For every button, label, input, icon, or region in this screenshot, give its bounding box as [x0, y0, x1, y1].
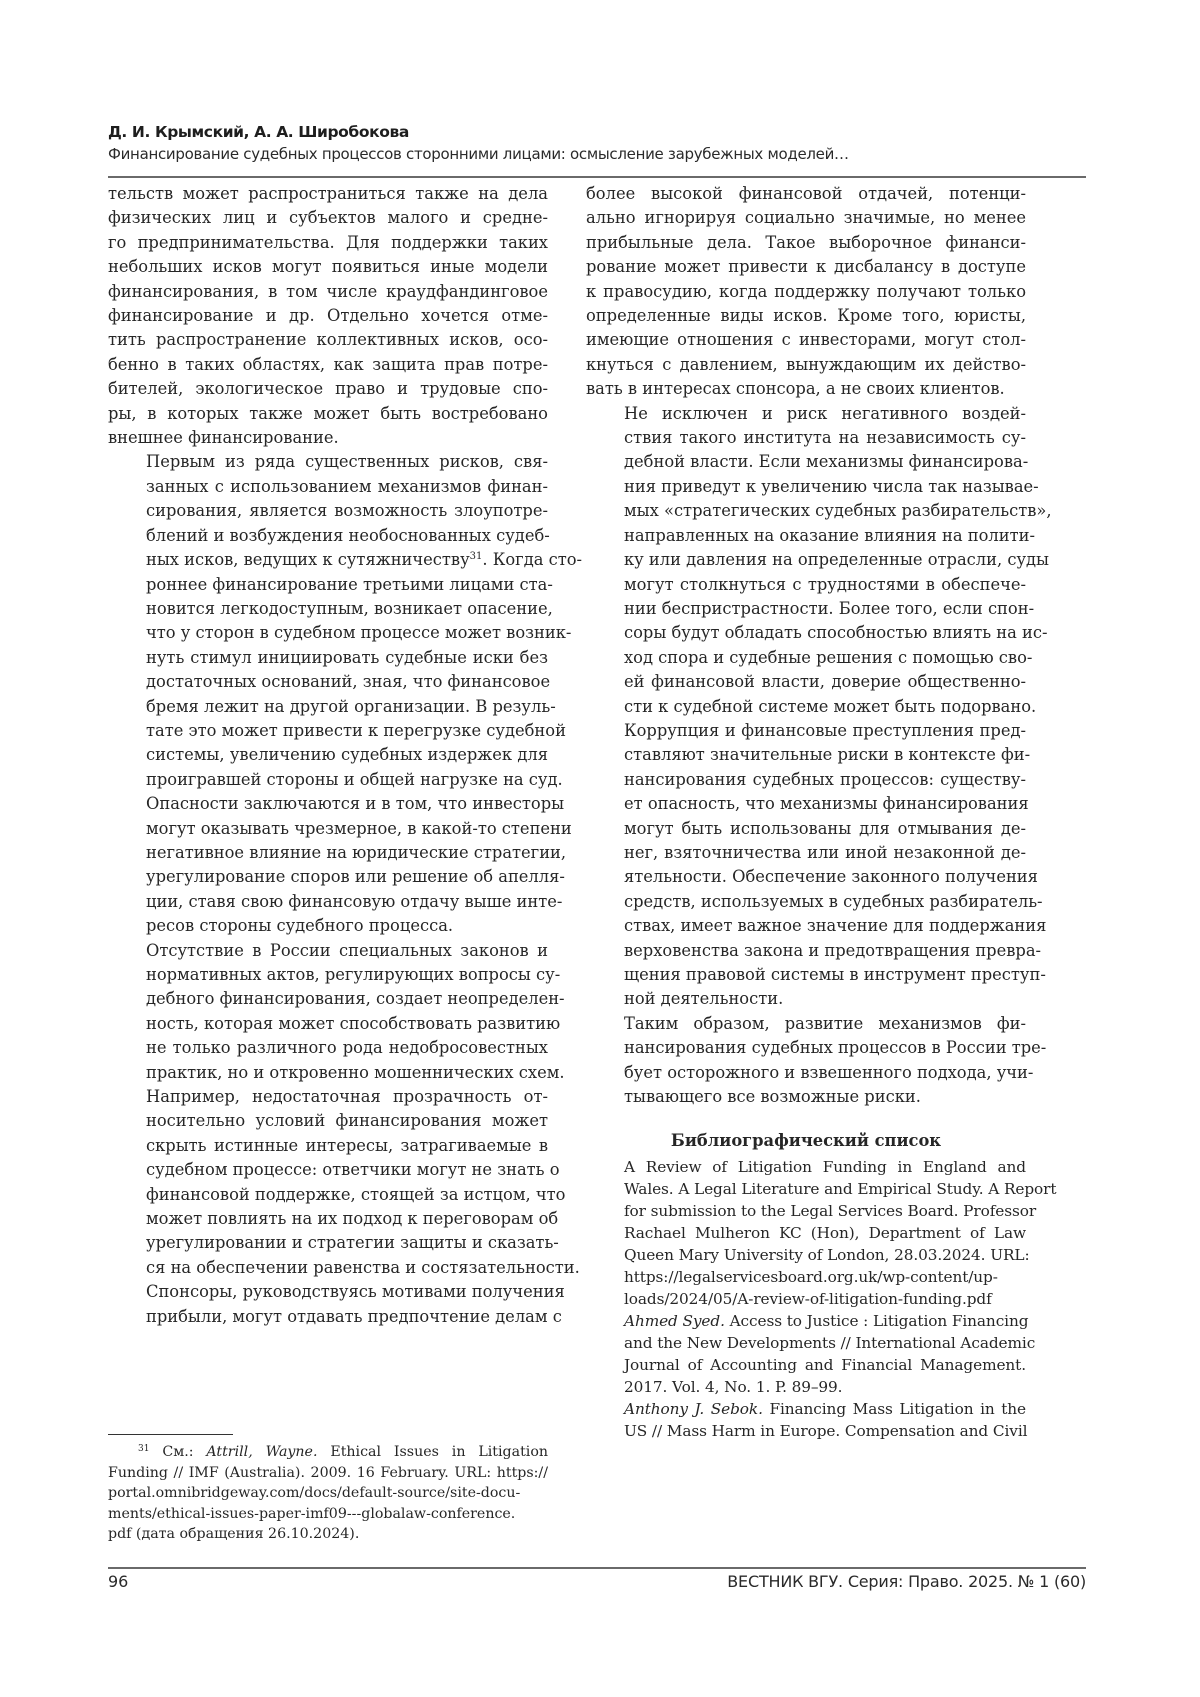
- text-line: финансирования, в том числе краудфандинговое: [108, 281, 548, 301]
- text-line: $^{31}$ См.: Attrill, Wayne. Ethical Issues in Litigation: [138, 1444, 548, 1460]
- text-line: рование может привести к дисбалансу в доступе: [586, 257, 1026, 277]
- text-line: ей финансовой власти, доверие общественно-: [624, 672, 1026, 692]
- text-line: loads/2024/05/A-review-of-litigation-funding.pdf: [624, 1289, 992, 1308]
- text-line: Спонсоры, руководствуясь мотивами получения: [146, 1282, 565, 1302]
- text-line: Не исключен и риск негативного воздей-: [624, 403, 1026, 423]
- text-line: сирования, является возможность злоупотре-: [146, 501, 548, 521]
- text-line: нансирования судебных процессов в России тре-: [624, 1038, 1047, 1058]
- text-line: ния приведут к увеличению числа так называе-: [624, 476, 1039, 496]
- text-line: ствия такого института на независимость су-: [624, 428, 1026, 448]
- text-line: может повлиять на их подход к переговорам об: [146, 1209, 559, 1229]
- text-line: Отсутствие в России специальных законов и: [146, 940, 548, 960]
- text-line: portal.omnibridgeway.com/docs/default-source/site-docu-: [108, 1485, 521, 1501]
- text-line: Rachael Mulheron KC (Hon), Department of Law: [624, 1223, 1026, 1242]
- text-line: небольших исков могут появиться иные модели: [108, 257, 548, 277]
- text-line: Anthony J. Sebok. Financing Mass Litigation in the: [624, 1399, 1027, 1418]
- text-line: Ahmed Syed. Access to Justice : Litigation Financing: [624, 1311, 1029, 1330]
- text-line: могут быть использованы для отмывания де-: [624, 818, 1026, 838]
- text-line: https://legalservicesboard.org.uk/wp-content/up-: [624, 1267, 998, 1286]
- text-line: нормативных актов, регулирующих вопросы су-: [146, 965, 561, 984]
- text-line: ку или давления на определенные отрасли, суды: [624, 550, 1050, 570]
- text-line: ность, которая может способствовать развитию: [146, 1013, 561, 1033]
- text-line: занных с использованием механизмов финан-: [146, 476, 548, 496]
- text-line: Queen Mary University of London, 28.03.2024. URL:: [624, 1245, 1030, 1264]
- text-line: щения правовой системы в инструмент преступ-: [624, 965, 1046, 984]
- text-line: дебной власти. Если механизмы финансирова-: [624, 452, 1029, 472]
- text-line: бремя лежит на другой организации. В резуль-: [146, 696, 556, 716]
- text-line: го предпринимательства. Для поддержки таких: [108, 232, 548, 252]
- text-line: кнуться с давлением, вынуждающим их действо-: [586, 354, 1026, 374]
- header-article-title: Финансирование судебных процессов сторонними лицами: осмысление зарубежных моделей…: [108, 145, 849, 163]
- text-line: ных исков, ведущих к сутяжничеству$^{31}$. Когда сто-: [146, 550, 583, 570]
- bibliography-entry: [586, 1310, 1036, 1398]
- text-line: достаточных оснований, зная, что финансовое: [146, 672, 551, 692]
- text-line: дебного финансирования, создает неопределен-: [146, 989, 565, 1009]
- text-line: тате это может привести к перегрузке судебной: [146, 720, 566, 740]
- footnote-31: [108, 1442, 548, 1545]
- text-line: новится легкодоступным, возникает опасение,: [146, 598, 553, 618]
- text-line: нег, взяточничества или иной незаконной де-: [624, 842, 1026, 862]
- paragraph: [108, 1085, 580, 1329]
- bibliography-list: [586, 1156, 1057, 1442]
- header-rule: [108, 176, 1086, 178]
- text-line: физических лиц и субъектов малого и средне-: [108, 208, 548, 228]
- text-line: нансирования судебных процессов: существу-: [624, 769, 1026, 789]
- text-line: сти к судебной системе может быть подорвано.: [624, 696, 1037, 716]
- text-line: к правосудию, когда поддержку получают только: [586, 281, 1026, 301]
- text-line: соры будут обладать способностью влиять на ис-: [624, 623, 1048, 643]
- text-line: pdf (дата обращения 26.10.2024).: [108, 1526, 360, 1542]
- text-line: ально игнорируя социально значимые, но менее: [586, 208, 1026, 228]
- text-line: блений и возбуждения необоснованных судеб-: [146, 525, 550, 545]
- paragraph: [108, 182, 548, 450]
- paragraph: [586, 182, 1026, 402]
- text-line: не только различного рода недобросовестных: [146, 1038, 548, 1058]
- text-line: внешнее финансирование.: [108, 428, 339, 448]
- paragraph: [108, 939, 565, 1085]
- text-line: Таким образом, развитие механизмов фи-: [624, 1013, 1026, 1033]
- left-column: [108, 182, 583, 1329]
- header-authors: Д. И. Крымский, А. А. Широбокова: [108, 123, 409, 141]
- running-header: [108, 121, 1086, 165]
- paragraph: [108, 450, 583, 938]
- text-line: бителей, экологическое право и трудовые спо-: [108, 379, 548, 399]
- text-line: Например, недостаточная прозрачность от-: [146, 1087, 548, 1107]
- text-line: ной деятельности.: [624, 989, 784, 1009]
- text-line: нуть стимул инициировать судебные иски без: [146, 647, 548, 667]
- text-line: финансовой поддержке, стоящей за истцом, что: [146, 1184, 566, 1204]
- text-line: прибыльные дела. Такое выборочное финанси-: [586, 232, 1026, 252]
- text-line: Первым из ряда существенных рисков, свя-: [146, 452, 548, 472]
- text-line: более высокой финансовой отдачей, потенци-: [586, 184, 1026, 203]
- footnote-separator: [108, 1434, 233, 1435]
- text-line: тельств может распространиться также на дела: [108, 184, 548, 203]
- paragraph: [586, 402, 1052, 1012]
- page-number: 96: [108, 1572, 129, 1591]
- text-line: негативное влияние на юридические стратегии,: [146, 842, 567, 862]
- text-line: бенно в таких областях, как защита прав потре-: [108, 354, 548, 374]
- footnote-reference[interactable]: 31: [469, 551, 483, 563]
- text-line: A Review of Litigation Funding in England and: [624, 1157, 1026, 1176]
- text-line: ции, ставя свою финансовую отдачу выше инте-: [146, 891, 563, 911]
- bibliography-entry: [586, 1156, 1057, 1310]
- text-line: что у сторон в судебном процессе может возник-: [146, 623, 572, 643]
- text-line: ры, в которых также может быть востребовано: [108, 403, 548, 423]
- text-line: практик, но и откровенно мошеннических схем.: [146, 1062, 565, 1082]
- text-line: ся на обеспечении равенства и состязательности.: [146, 1257, 580, 1277]
- text-line: ставляют значительные риски в контексте фи-: [624, 745, 1031, 765]
- text-line: US // Mass Harm in Europe. Compensation and Civil: [624, 1421, 1028, 1440]
- bibliography-entry: [586, 1398, 1026, 1442]
- journal-page: [108, 0, 1086, 1697]
- text-line: Коррупция и финансовые преступления пред-: [624, 720, 1026, 740]
- text-line: for submission to the Legal Services Board. Professor: [624, 1201, 1037, 1220]
- text-line: нии беспристрастности. Более того, если спон-: [624, 598, 1035, 618]
- text-line: верховенства закона и предотвращения превра-: [624, 940, 1042, 960]
- text-line: скрыть истинные интересы, затрагиваемые в: [146, 1135, 548, 1155]
- text-line: 2017. Vol. 4, No. 1. P. 89–99.: [624, 1377, 843, 1396]
- text-line: урегулировании и стратегии защиты и сказать-: [146, 1233, 559, 1253]
- text-line: мых «стратегических судебных разбирательств»,: [624, 501, 1052, 521]
- text-line: средств, используемых в судебных разбиратель-: [624, 891, 1043, 911]
- text-line: направленных на оказание влияния на полити-: [624, 525, 1035, 545]
- text-line: бует осторожного и взвешенного подхода, учи-: [624, 1062, 1034, 1082]
- text-line: and the New Developments // International Academic: [624, 1333, 1036, 1352]
- right-column: [586, 182, 1057, 1442]
- text-line: Опасности заключаются и в том, что инвесторы: [146, 794, 565, 814]
- text-line: судебном процессе: ответчики могут не знать о: [146, 1160, 560, 1180]
- text-line: Funding // IMF (Australia). 2009. 16 February. URL: https://: [108, 1464, 548, 1481]
- text-line: носительно условий финансирования может: [146, 1111, 548, 1131]
- bibliography-author: Anthony J. Sebok.: [624, 1399, 763, 1418]
- text-line: могут оказывать чрезмерное, в какой-то степени: [146, 818, 572, 838]
- text-line: прибыли, могут отдавать предпочтение делам с: [146, 1306, 562, 1326]
- footnote-author: Attrill, Wayne.: [206, 1444, 318, 1460]
- text-line: роннее финансирование третьими лицами ста-: [146, 574, 553, 594]
- text-line: финансирование и др. Отдельно хочется отме-: [108, 306, 548, 326]
- text-line: вать в интересах спонсора, а не своих клиентов.: [586, 379, 1005, 399]
- text-line: ments/ethical-issues-paper-imf09---globalaw-conference.: [108, 1505, 516, 1522]
- paragraph: [586, 1012, 1047, 1110]
- text-line: ет опасность, что механизмы финансирования: [624, 794, 1029, 814]
- text-line: определенные виды исков. Кроме того, юристы,: [586, 306, 1026, 326]
- text-line: ятельности. Обеспечение законного получения: [624, 867, 1038, 887]
- text-line: Wales. A Legal Literature and Empirical Study. A Report: [624, 1179, 1057, 1198]
- text-line: имеющие отношения с инвесторами, могут стол-: [586, 330, 1026, 350]
- text-line: могут столкнуться с трудностями в обеспече-: [624, 574, 1026, 594]
- text-line: урегулирование споров или решение об апелля-: [146, 867, 565, 887]
- text-line: Journal of Accounting and Financial Management.: [624, 1355, 1026, 1374]
- text-line: ствах, имеет важное значение для поддержания: [624, 916, 1047, 936]
- bibliography-heading: Библиографический список: [670, 1131, 942, 1151]
- text-line: проигравшей стороны и общей нагрузке на суд.: [146, 769, 563, 789]
- text-line: системы, увеличению судебных издержек для: [146, 745, 548, 765]
- footer-rule: [108, 1567, 1086, 1569]
- text-line: тить распространение коллективных исков, осо-: [108, 330, 548, 350]
- journal-info: ВЕСТНИК ВГУ. Серия: Право. 2025. № 1 (60): [727, 1572, 1086, 1591]
- bibliography-author: Ahmed Syed.: [624, 1311, 725, 1330]
- text-line: ход спора и судебные решения с помощью сво-: [624, 647, 1033, 667]
- text-line: ресов стороны судебного процесса.: [146, 916, 454, 936]
- text-line: тывающего все возможные риски.: [624, 1087, 921, 1107]
- footnote-number: 31: [138, 1444, 150, 1454]
